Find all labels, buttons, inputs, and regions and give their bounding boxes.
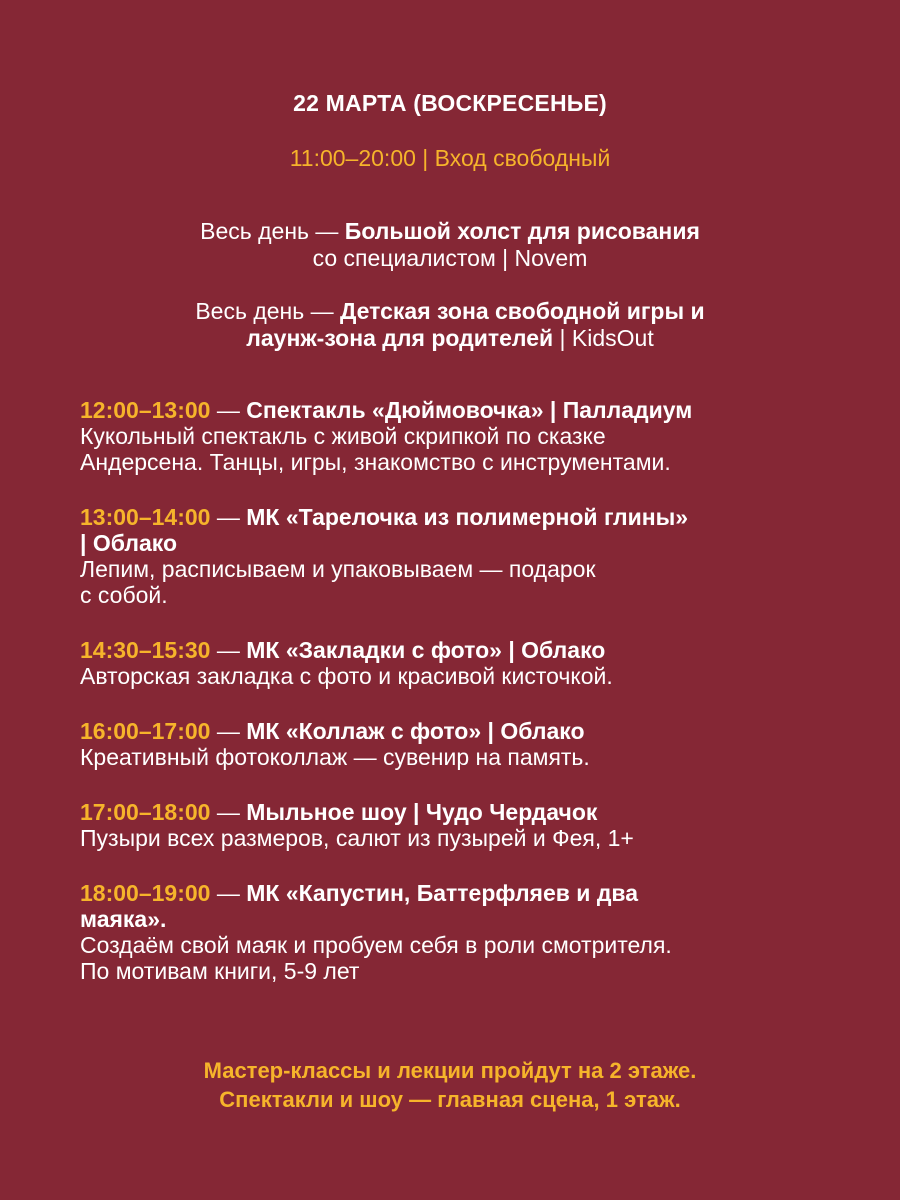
allday-title: Большой холст для рисования xyxy=(344,218,700,244)
event-time: 18:00–19:00 xyxy=(80,880,211,906)
event-description-line1: Лепим, расписываем и упаковываем — подарок xyxy=(80,556,596,582)
event-title-line2: | Облако xyxy=(80,530,178,556)
schedule-item xyxy=(80,637,880,689)
event-title: МК «Капустин, Баттерфляев и два xyxy=(246,880,639,906)
schedule-item xyxy=(80,799,880,851)
event-description-line1: Креативный фотоколлаж — сувенир на память. xyxy=(80,744,590,770)
event-description-line1: Кукольный спектакль с живой скрипкой по сказке xyxy=(80,423,606,449)
event-description-line2: с собой. xyxy=(80,582,168,608)
event-title: Мыльное шоу | Чудо Чердачок xyxy=(246,799,598,825)
event-description-line1: Создаём свой маяк и пробуем себя в роли смотрителя. xyxy=(80,932,672,958)
footer-line-shows: Спектакли и шоу — главная сцена, 1 этаж. xyxy=(219,1087,681,1112)
event-title: МК «Тарелочка из полимерной глины» xyxy=(246,504,689,530)
event-dash: — xyxy=(210,637,247,663)
allday-prefix: Весь день — xyxy=(200,218,345,244)
schedule-item xyxy=(80,397,880,475)
event-dash: — xyxy=(210,799,247,825)
allday-title-line1: Детская зона свободной игры и xyxy=(340,298,705,324)
event-dash: — xyxy=(210,718,247,744)
page-title: 22 МАРТА (ВОСКРЕСЕНЬЕ) xyxy=(293,90,607,116)
event-time: 12:00–13:00 xyxy=(80,397,211,423)
event-title-line2: маяка». xyxy=(80,906,167,932)
event-dash: — xyxy=(210,504,247,530)
event-description-line2: Андерсена. Танцы, игры, знакомство с инструментами. xyxy=(80,449,671,475)
event-description-line1: Авторская закладка с фото и красивой кисточкой. xyxy=(80,663,613,689)
event-dash: — xyxy=(210,397,247,423)
event-title: МК «Коллаж с фото» | Облако xyxy=(246,718,585,744)
allday-item-kids-zone xyxy=(100,298,800,352)
event-time: 13:00–14:00 xyxy=(80,504,211,530)
allday-prefix: Весь день — xyxy=(195,298,341,324)
event-time: 16:00–17:00 xyxy=(80,718,211,744)
event-time: 17:00–18:00 xyxy=(80,799,211,825)
footer-note xyxy=(0,1056,900,1114)
event-dash: — xyxy=(210,880,247,906)
allday-details: со специалистом | Novem xyxy=(312,245,588,271)
schedule-item xyxy=(80,718,880,770)
allday-item-canvas xyxy=(100,218,800,272)
event-description-line1: Пузыри всех размеров, салют из пузырей и Фея, 1+ xyxy=(80,825,634,851)
allday-title-line2: лаунж-зона для родителей xyxy=(246,325,554,351)
footer-line-masterclasses: Мастер-классы и лекции пройдут на 2 этаже. xyxy=(203,1058,697,1083)
schedule-item xyxy=(80,880,880,984)
schedule-list xyxy=(80,397,880,1013)
event-title: Спектакль «Дюймовочка» | Палладиум xyxy=(246,397,693,423)
hours-and-entry: 11:00–20:00 | Вход свободный xyxy=(289,145,611,171)
event-description-line2: По мотивам книги, 5-9 лет xyxy=(80,958,360,984)
schedule-item xyxy=(80,504,880,608)
allday-organizer: | KidsOut xyxy=(553,325,654,351)
event-time: 14:30–15:30 xyxy=(80,637,211,663)
event-title: МК «Закладки с фото» | Облако xyxy=(246,637,606,663)
